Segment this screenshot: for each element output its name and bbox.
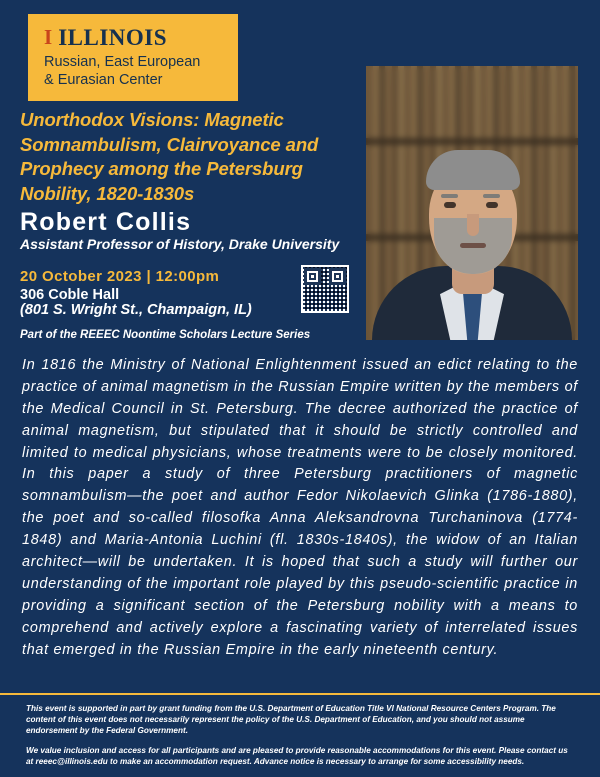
right-eyebrow bbox=[483, 194, 500, 198]
nose bbox=[467, 214, 479, 236]
footer-funding-statement: This event is supported in part by grant funding from the U.S. Department of Education Title VI National Resource Centers Program. The content of this event does not necessarily represent the policy of the U.S. Department of Education, and you should not assume endorsement by the Federal Government. bbox=[26, 703, 556, 735]
qr-code-icon[interactable] bbox=[301, 265, 349, 313]
hair bbox=[426, 150, 520, 190]
footer-accessibility-statement: We value inclusion and access for all participants and are pleased to provide reasonable accommodations for this event. Please contact us at reeec@illinois.edu to make an accommodation request. Advance notice is necessary to arrange for some accessibility needs. bbox=[26, 745, 568, 766]
event-venue: 306 Coble Hall bbox=[20, 287, 120, 303]
speaker-affiliation: Assistant Professor of History, Drake University bbox=[20, 236, 340, 252]
footer bbox=[0, 693, 600, 777]
left-eyebrow bbox=[441, 194, 458, 198]
center-name-line-2: & Eurasian Center bbox=[44, 72, 163, 89]
illinois-block-i-icon: I bbox=[44, 25, 52, 49]
event-datetime: 20 October 2023 | 12:00pm bbox=[20, 268, 220, 285]
left-eye bbox=[444, 202, 456, 208]
event-series: Part of the REEEC Noontime Scholars Lecture Series bbox=[20, 329, 311, 341]
speaker-portrait bbox=[366, 66, 578, 340]
person-figure bbox=[366, 66, 578, 340]
center-name-line-1: Russian, East European bbox=[44, 54, 201, 70]
speaker-name: Robert Collis bbox=[20, 208, 192, 236]
mouth bbox=[460, 243, 486, 248]
event-title: Unorthodox Visions: Magnetic Somnambulism, Clairvoyance and Prophecy among the Petersburg Nobility, 1820-1830s bbox=[20, 109, 319, 204]
illinois-reeec-logo-block bbox=[28, 14, 238, 101]
illinois-wordmark-row bbox=[44, 26, 224, 49]
event-address: (801 S. Wright St., Champaign, IL) bbox=[20, 302, 252, 318]
right-eye bbox=[486, 202, 498, 208]
illinois-wordmark: ILLINOIS bbox=[58, 25, 168, 50]
abstract-text: In 1816 the Ministry of National Enlightenment issued an edict relating to the practice of animal magnetism in the Russian Empire written by the members of the Medical Council in St. Petersburg. The decree authorized the practice of animal magnetism, but stipulated that it should be strictly controlled and limited to medical physicians, whose treatments were to be closely monitored. In this paper a study of three Petersburg practitioners of magnetic somnambulism—the poet and author Fedor Nikolaevich Glinka (1786-1880), the poet and so-called filosofka Anna Aleksandrovna Turchaninova (1774-1848) and Maria-Antonia Luchini (fl. 1830s-1840s), the widow of an Italian architect—will be undertaken. It is hoped that such a study will further our understanding of the important role played by this pseudo-scientific practice in providing a significant section of the Petersburg nobility with a means to comprehend and actively explore a fascinating variety of interrelated issues that emerged in the Russian Empire in the early nineteenth century. bbox=[22, 357, 578, 658]
